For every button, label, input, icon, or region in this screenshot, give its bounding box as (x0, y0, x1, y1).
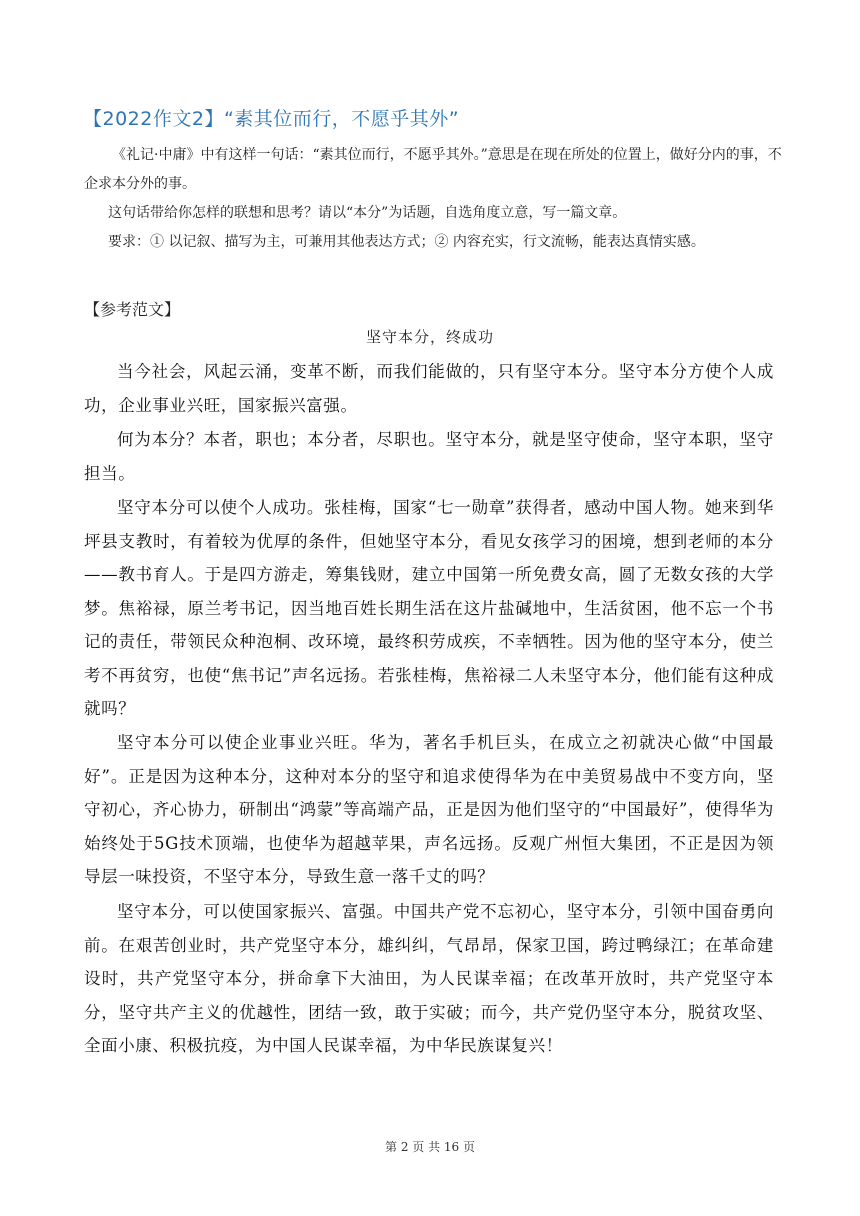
page-footer: 第 2 页 共 16 页 (385, 1140, 475, 1154)
section-label: 【参考范文】 (84, 300, 181, 319)
question-heading: 【2022作文2】“素其位而行，不愿乎其外” (83, 108, 460, 130)
essay-title: 坚守本分，终成功 (365, 328, 494, 346)
essay-paragraph-2: 何为本分？本者，职也；本分者，尽职也。坚守本分，就是坚守使命，坚守本职，坚守担当。 (84, 430, 774, 483)
essay-paragraph-3: 坚守本分可以使个人成功。张桂梅，国家“七一勋章”获得者，感动中国人物。她来到华坪县支教时，有着较为优厚的条件，但她坚守本分，看见女孩学习的困境，想到老师的本分——教书育人。于是四方游走，筹集钱财，建立中国第一所免费女高，圆了无数女孩的大学梦。焦裕禄，原兰考书记，因当地百姓长期生活在这片盐碱地中，生活贫困，他不忘一个书记的责任，带领民众种泡桐、改环境，最终积劳成疾，不幸牺牲。因为他的坚守本分，使兰考不再贫穷，也使“焦书记”声名远扬。若张桂梅，焦裕禄二人未坚守本分，他们能有这种成就吗？ (84, 498, 774, 718)
prompt-paragraph-1: 《礼记·中庸》中有这样一句话：“素其位而行，不愿乎其外。”意思是在现在所处的位置上，做好分内的事，不企求本分外的事。 (84, 147, 782, 192)
essay-paragraph-1: 当今社会，风起云涌，变革不断，而我们能做的，只有坚守本分。坚守本分方使个人成功，企业事业兴旺，国家振兴富强。 (84, 362, 774, 415)
prompt-requirements: 要求：① 以记叙、描写为主，可兼用其他表达方式；② 内容充实，行文流畅，能表达真情实感。 (108, 234, 705, 250)
prompt-paragraph-2: 这句话带给你怎样的联想和思考？请以“本分”为话题，自选角度立意，写一篇文章。 (108, 205, 627, 221)
essay-paragraph-4: 坚守本分可以使企业事业兴旺。华为，著名手机巨头，在成立之初就决心做“中国最好”。正是因为这种本分，这种对本分的坚守和追求使得华为在中美贸易战中不变方向，坚守初心，齐心协力，研制出“鸿蒙”等高端产品，正是因为他们坚守的“中国最好”，使得华为始终处于5G技术顶端，也使华为超越苹果，声名远扬。反观广州恒大集团，不正是因为领导层一味投资，不坚守本分，导致生意一落千丈的吗？ (84, 733, 774, 886)
essay-paragraph-5: 坚守本分，可以使国家振兴、富强。中国共产党不忘初心，坚守本分，引领中国奋勇向前。在艰苦创业时，共产党坚守本分，雄纠纠，气昂昂，保家卫国，跨过鸭绿江；在革命建设时，共产党坚守本分，拼命拿下大油田，为人民谋幸福；在改革开放时，共产党坚守本分，坚守共产主义的优越性，团结一致，敢于实破；而今，共产党仍坚守本分，脱贫攻坚、全面小康、积极抗疫，为中国人民谋幸福，为中华民族谋复兴！ (84, 902, 774, 1055)
